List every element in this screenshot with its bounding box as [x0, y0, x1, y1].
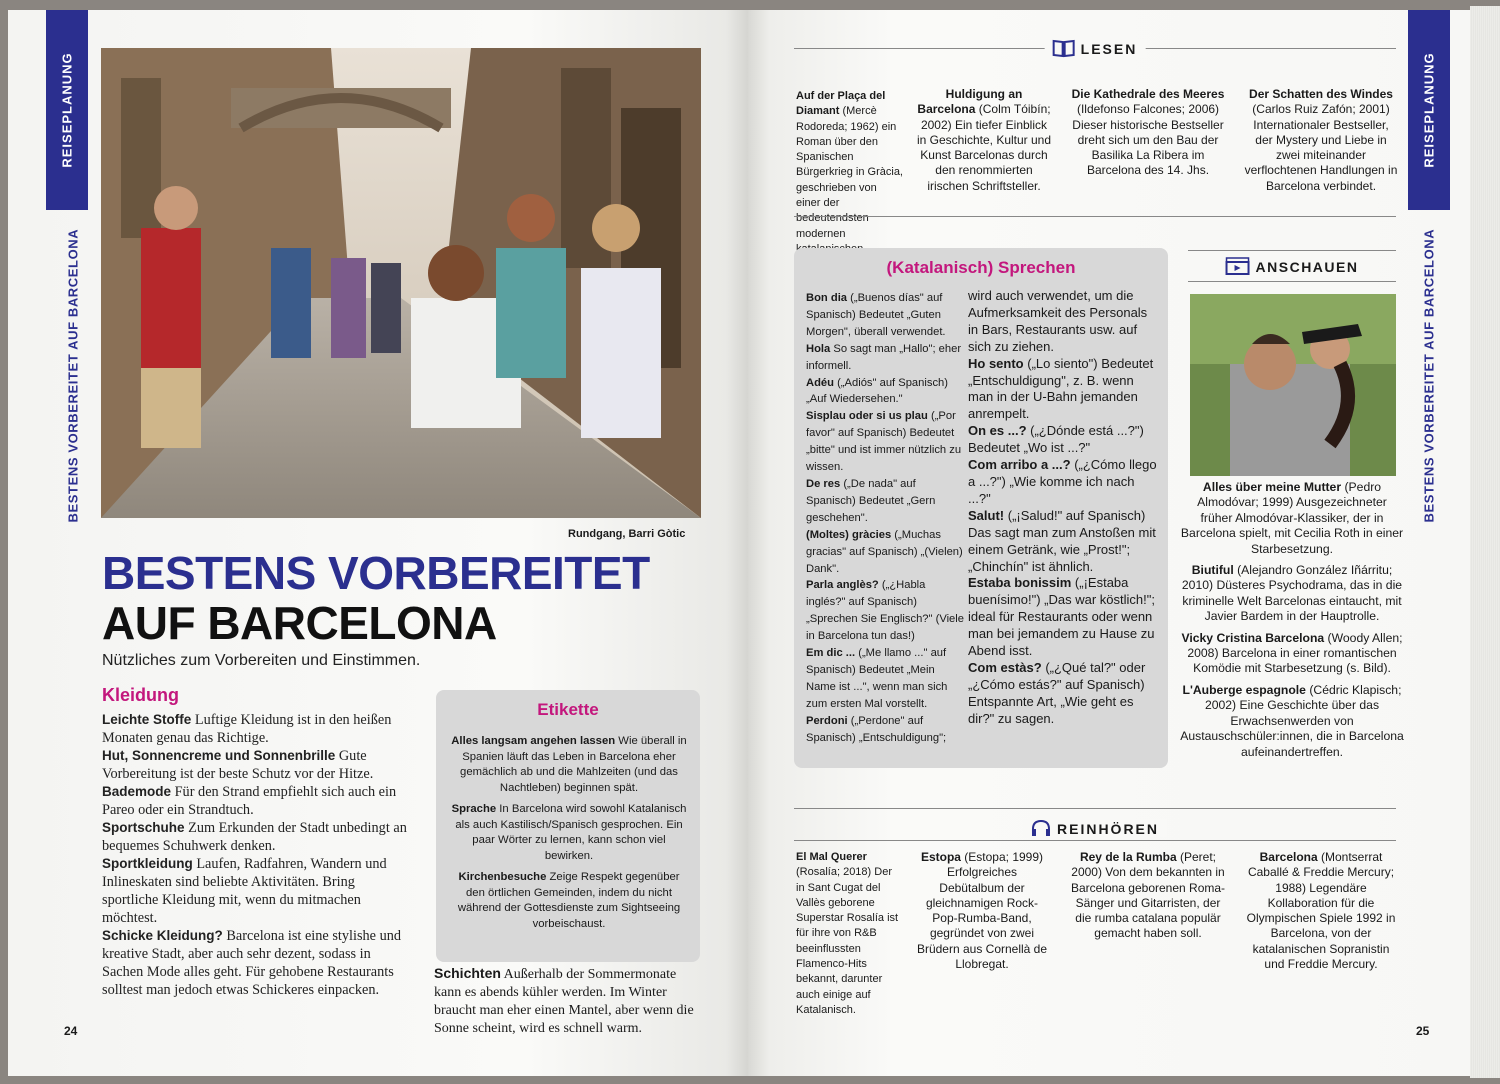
page-title-line2: AUF BARCELONA [102, 597, 497, 649]
section-tab [1408, 10, 1450, 210]
anschauen-heading: ANSCHAUEN [1255, 259, 1359, 275]
kleidung-item: Sportkleidung Laufen, Radfahren, Wandern und Inlineskaten sind beliebte Aktivitäten. Bring sportliche Kleidung mit, wenn du mitmachen möchtest. [102, 856, 387, 926]
etikette-box [436, 690, 700, 962]
kleidung-item: Leichte Stoffe Luftige Kleidung ist in den heißen Monaten genau das Richtige. [102, 712, 392, 746]
phrase-item: Ho sento („Lo siento") Bedeutet „Entschuldigung", z. B. wenn man in der U-Bahn jemanden anrempelt. [968, 355, 1154, 422]
kleidung-item: Sportschuhe Zum Erkunden der Stadt unbedingt an bequemes Schuhwerk denken. [102, 820, 407, 854]
reinhoeren-heading: REINHÖREN [1056, 821, 1160, 837]
etikette-text [450, 734, 688, 938]
page-subtitle: Nützliches zum Vorbereiten und Einstimmen. [102, 652, 421, 669]
phrase-item: Com arribo a ...? („¿Cómo llego a ...?") „Wie komme ich nach ...?" [968, 457, 1157, 506]
anschauen-text [1180, 480, 1404, 766]
music-item: Barcelona (Montserrat Caballé & Freddie Mercury; 1988) Legendäre Kollaboration für die Olympischen Spiele 1992 in Barcelona, von der katalanischen Sopranistin und Freddie Mercury. [1246, 850, 1396, 972]
film-item: Alles über meine Mutter (Pedro Almodóvar; 1999) Ausgezeichneter früher Almodóvar-Klassiker, der in Barcelona spielt, mit Cecilia Roth in einer Starbesetzung. [1180, 480, 1404, 556]
kleidung-item: Schicke Kleidung? Barcelona ist eine stylishe und kreative Stadt, aber auch sehr dezent, sodass in Sachen Mode alles geht. Für gehobene Restaurants solltest man jedoch etwas Schickeres einpacken. [102, 928, 402, 998]
phrase-item: (Moltes) gràcies („Muchas gracias" auf Spanisch) „(Vielen) Dank". [806, 528, 963, 575]
section-tab-label: REISEPLANUNG [59, 52, 75, 168]
page-edges [1470, 6, 1500, 1078]
book-icon [1053, 39, 1075, 57]
lesen-item: Der Schatten des Windes (Carlos Ruiz Zafón; 2001) Internationaler Bestseller, der Mystery und Liebe in zwei miteinander verflochtenen Handlungen in Barcelona verbindet. [1244, 87, 1398, 193]
etikette-item: Kirchenbesuche Zeige Respekt gegenüber den örtlichen Gemeinden, indem du nicht während der Gottesdienste zum Sightseeing vorbeischaust. [457, 871, 681, 930]
lesen-heading: LESEN [1080, 41, 1138, 57]
phrase-item: Estaba bonissim („¡Estaba buenísimo!") „Das war köstlich!"; ideal für Restaurants oder wenn man bei jemandem zu Hause zu Abend isst. [968, 575, 1155, 659]
photo-caption: Rundgang, Barri Gòtic [568, 528, 686, 540]
anschauen-header [1188, 250, 1396, 282]
divider [794, 216, 1396, 217]
etikette-item: Sprache In Barcelona wird sowohl Katalanisch als auch Kastilisch/Spanisch gesprochen. Ein paar Wörter zu lernen, kann schon viel bewirken. [451, 803, 687, 862]
phrase-item: On es ...? („¿Dónde está ...?") Bedeutet „Wo ist ...?" [968, 423, 1144, 456]
kleidung-item: Bademode Für den Strand empfiehlt sich auch ein Pareo oder ein Strandtuch. [102, 784, 397, 818]
etikette-item: Alles langsam angehen lassen Wie überall in Spanien läuft das Leben in Barcelona eher gemächlich ab und die Mahlzeiten (und das Nachtleben) beginnen spät. [451, 735, 687, 794]
lesen-header [794, 41, 1396, 57]
divider [794, 840, 1396, 841]
kleidung-item: Hut, Sonnencreme und Sonnenbrille Gute Vorbereitung ist der beste Schutz vor der Hitze. [102, 748, 374, 782]
phrase-item: De res („De nada" auf Spanisch) Bedeutet „Gern geschehen". [806, 477, 936, 524]
lesen-item: Huldigung an Barcelona (Colm Tóibín; 2002) Ein tiefer Einblick in Geschichte, Kultur und Kunst Barcelonas durch den renommierten irischen Schriftsteller. [916, 87, 1052, 193]
running-head-vertical: BESTENS VORBEREITET AUF BARCELONA [1421, 228, 1437, 523]
sprechen-box [794, 248, 1168, 768]
phrase-item: Sisplau oder si us plau („Por favor" auf Spanisch) Bedeutet „bitte" und ist immer nützlich zu wissen. [806, 410, 962, 474]
phrase-item: Hola So sagt man „Hallo"; eher informell. [806, 342, 962, 372]
left-page [8, 10, 748, 1076]
page-title-line1: BESTENS VORBEREITET [102, 547, 650, 599]
sprechen-col1 [806, 290, 966, 746]
schichten-text: Schichten Außerhalb der Sommermonate kann es abends kühler werden. Im Winter braucht man eher einen Mantel, aber wenn die Sonne scheint, wird es schnell warm. [434, 965, 694, 1036]
section-tab-label: REISEPLANUNG [1421, 52, 1437, 168]
page-number-right: 25 [1416, 1024, 1430, 1038]
right-page [748, 10, 1470, 1076]
lesen-item: Auf der Plaça del Diamant (Mercè Rodoreda; 1962) ein Roman über den Spanischen Bürgerkrieg in Gràcia, geschrieben von einer der bedeutendsten modernen [796, 90, 903, 240]
film-item: Biutiful (Alejandro González Iñárritu; 2010) Düsteres Psychodrama, das in die kriminelle Welt Barcelonas eintaucht, mit Javier Bardem in der Hauptrolle. [1181, 563, 1403, 624]
music-item: Estopa (Estopa; 1999) Erfolgreiches Debütalbum der gleichnamigen Rock-Pop-Rumba-Band, gegründet von zwei Brüdern aus Cornellà de Llobregat. [916, 850, 1048, 972]
phrase-item: Perdoni („Perdone" auf Spanisch) „Entschuldigung"; [806, 714, 947, 744]
phrase-item: Parla anglès? („¿Habla inglés?" auf Spanisch) „Sprechen Sie Englisch?" (Viele in Barcelona tun das!) [806, 579, 964, 643]
sprechen-col2 [968, 288, 1160, 728]
film-item: L'Auberge espagnole (Cédric Klapisch; 2002) Eine Geschichte über das Erwachsenwerden von Austauschschüler:innen, die in Barcelona aufeinandertreffen. [1180, 682, 1404, 759]
kleidung-heading: Kleidung [102, 685, 179, 705]
film-item: Vicky Cristina Barcelona (Woody Allen; 2008) Barcelona in einer romantischen Komödie mit Starbesetzung (s. Bild). [1181, 630, 1403, 676]
phrase-item: wird auch verwendet, um die Aufmerksamkeit des Personals in Bars, Restaurants usw. auf sich zu ziehen. [968, 288, 1148, 354]
phrase-item: Em dic ... („Me llamo ..." auf Spanisch) Bedeutet „Mein Name ist ...", wenn man sich zum ersten Mal vorstellt. [806, 647, 948, 710]
film-icon [1226, 257, 1250, 275]
page-number-left: 24 [64, 1024, 78, 1038]
phrase-item: Com estàs? („¿Qué tal?" oder „¿Cómo estás?" auf Spanisch) Entspannte Art, „Wie geht es dir?" zu sagen. [968, 659, 1146, 726]
headphones-icon [1031, 819, 1051, 837]
sprechen-heading: (Katalanisch) Sprechen [886, 258, 1076, 277]
street-photo [101, 48, 701, 518]
movie-still-photo [1190, 294, 1396, 476]
phrase-item: Adéu („Adiós" auf Spanisch) „Auf Wiedersehen." [806, 376, 949, 406]
music-item: Rey de la Rumba (Peret; 2000) Von dem bekannten in Barcelona geborenen Roma-Sänger und Gitarristen, der die rumba catalana populär gemacht haben soll. [1070, 850, 1226, 941]
etikette-heading: Etikette [537, 700, 599, 719]
phrase-item: Bon dia („Buenos días" auf Spanisch) Bedeutet „Guten Morgen", überall verwendet. [806, 292, 946, 338]
running-head-vertical: BESTENS VORBEREITET AUF BARCELONA [65, 228, 81, 523]
lesen-item: Die Kathedrale des Meeres (Ildefonso Falcones; 2006) Dieser historische Bestseller dreht sich um den Bau der Basilika La Ribera im Barcelona des 14. Jhs. [1071, 87, 1225, 178]
phrase-item: Salut! („¡Salud!" auf Spanisch) Das sagt man zum Anstoßen mit einem Getränk, wie „Prost!"; „Chinchín" ist ähnlich. [968, 507, 1156, 574]
reinhoeren-header [794, 808, 1396, 837]
section-tab [46, 10, 88, 210]
kleidung-text [102, 711, 408, 999]
music-item: El Mal Querer (Rosalía; 2018) Der in Sant Cugat del Vallès geborene Superstar Rosalía ist für ihre von R&B beeinflussten Flamenco-Hits bekannt, darunter auch einige auf Katalanisch. [796, 851, 899, 1016]
